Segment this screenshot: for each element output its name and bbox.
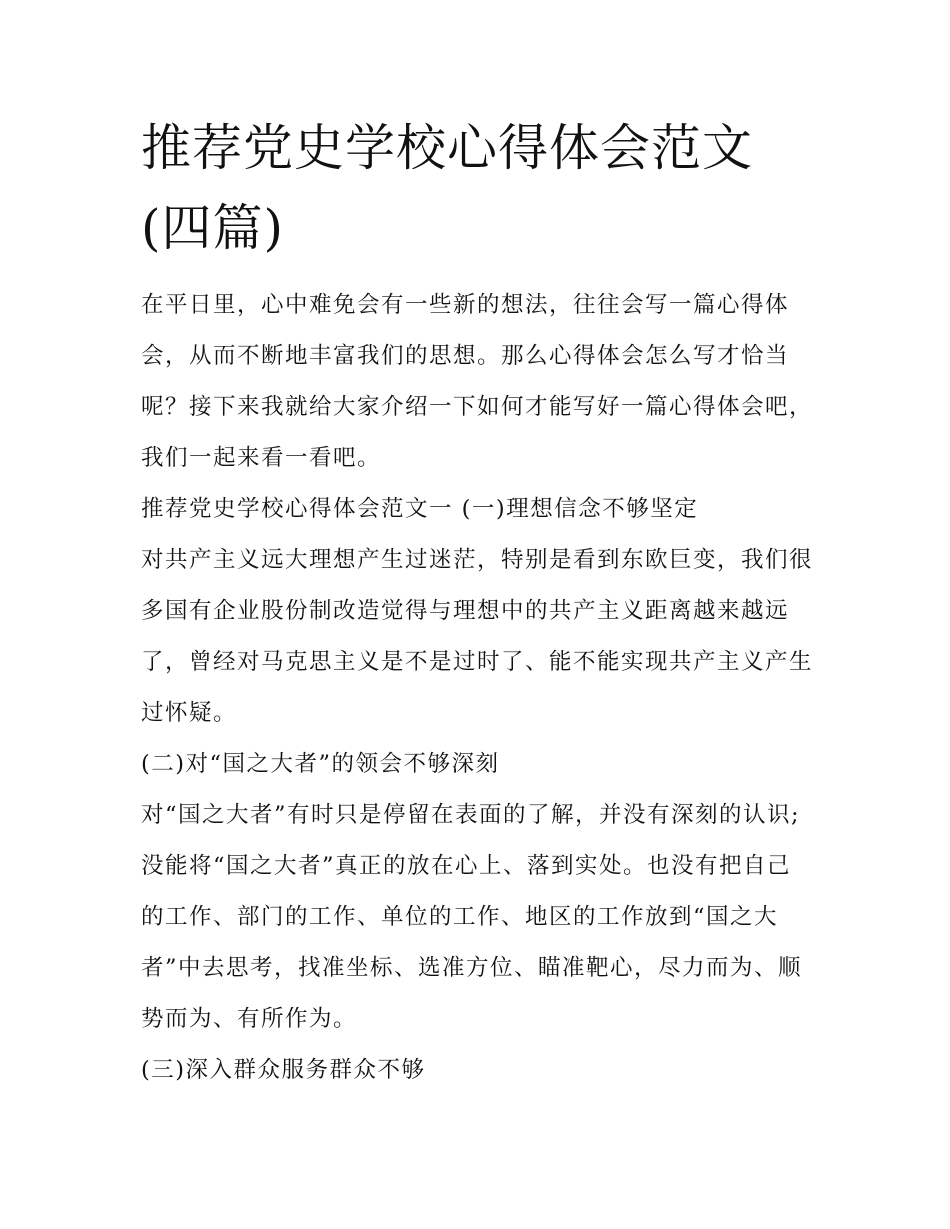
section-heading-3: (三)深入群众服务群众不够: [141, 1057, 426, 1083]
section-paragraph-2: 对“国之大者”有时只是停留在表面的了解，并没有深刻的认识;没能将“国之大者”真正的放在心上、落到实处。也没有把自己的工作、部门的工作、单位的工作、地区的工作放到“国之大者”中去思考，找准坐标、选准方位、瞄准靶心，尽力而为、顺势而为、有所作为。: [141, 802, 803, 1032]
section-heading-1: 推荐党史学校心得体会范文一 (一)理想信念不够坚定: [141, 496, 699, 522]
document-title: 推荐党史学校心得体会范文(四篇): [141, 119, 753, 257]
intro-paragraph: 在平日里，心中难免会有一些新的想法，往往会写一篇心得体会，从而不断地丰富我们的思想。那么心得体会怎么写才恰当呢？接下来我就给大家介绍一下如何才能写好一篇心得体会吧，我们一起来看一看吧。: [141, 292, 814, 471]
section-heading-2: (二)对“国之大者”的领会不够深刻: [141, 751, 500, 777]
section-paragraph-1: 对共产主义远大理想产生过迷茫，特别是看到东欧巨变，我们很多国有企业股份制改造觉得与理想中的共产主义距离越来越远了，曾经对马克思主义是不是过时了、能不能实现共产主义产生过怀疑。: [141, 547, 814, 726]
document-content: [141, 108, 813, 1096]
document-body: [141, 280, 813, 1096]
